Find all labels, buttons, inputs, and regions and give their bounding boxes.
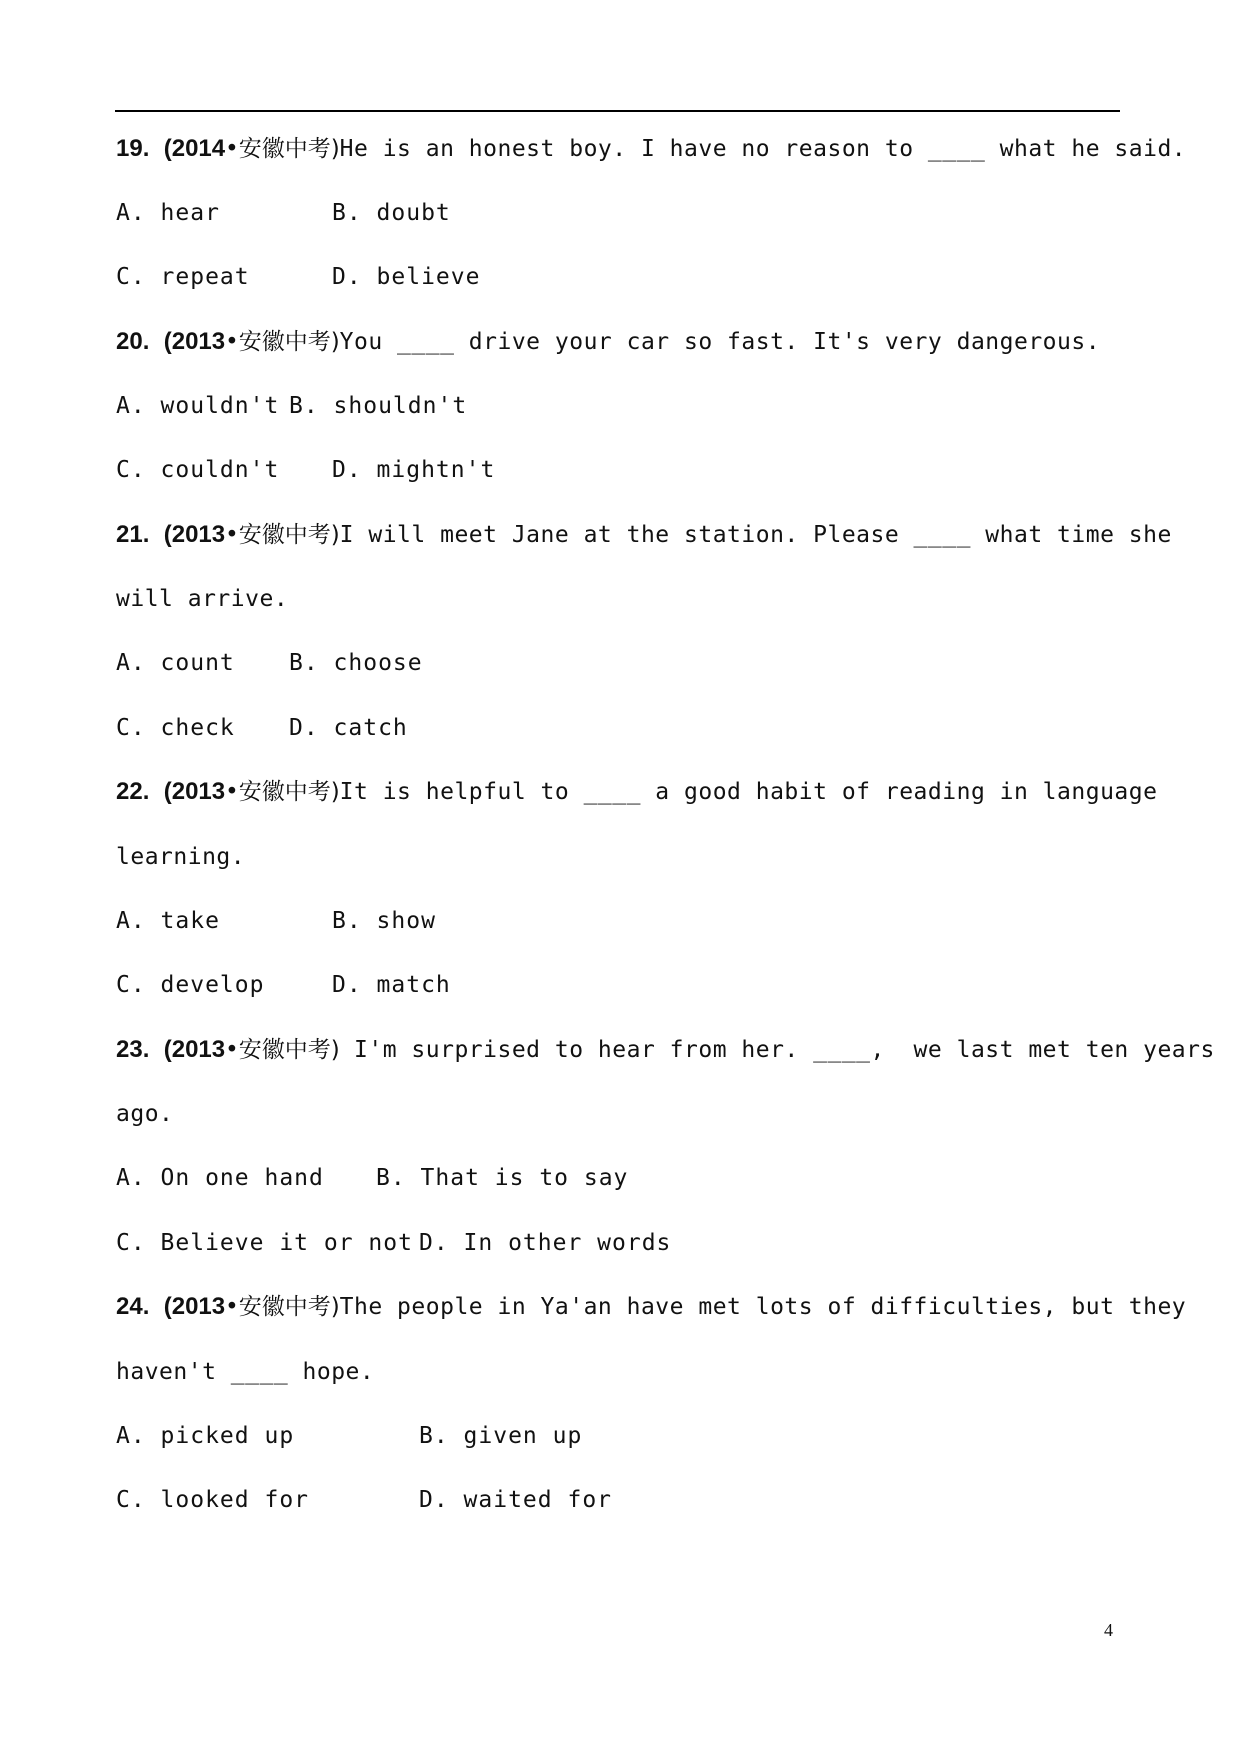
question-23-option-b[interactable]: B. That is to say <box>376 1165 629 1191</box>
question-21-option-d[interactable]: D. catch <box>289 715 408 741</box>
question-24-option-c[interactable]: C. looked for <box>116 1487 310 1513</box>
question-22-stem: 22. (2013•安徽中考)It is helpful to ____ a good habit of reading in language <box>116 778 1158 805</box>
question-24-stem: 24. (2013•安徽中考)The people in Ya'an have met lots of difficulties, but they <box>116 1293 1187 1320</box>
question-19-option-b[interactable]: B. doubt <box>332 200 451 226</box>
question-23-option-a[interactable]: A. On one hand <box>116 1165 324 1191</box>
question-19-stem: 19. (2014•安徽中考)He is an honest boy. I have no reason to ____ what he said. <box>116 135 1187 162</box>
question-21-option-c[interactable]: C. check <box>116 715 235 741</box>
question-19-option-a[interactable]: A. hear <box>116 200 220 226</box>
header-rule <box>115 110 1120 112</box>
question-22-option-b[interactable]: B. show <box>332 908 436 934</box>
question-20-stem: 20. (2013•安徽中考)You ____ drive your car so fast. It's very dangerous. <box>116 328 1101 355</box>
question-21-stem: 21. (2013•安徽中考)I will meet Jane at the station. Please ____ what time she <box>116 521 1172 548</box>
question-19-option-c[interactable]: C. repeat <box>116 264 250 290</box>
question-23-option-d[interactable]: D. In other words <box>419 1230 672 1256</box>
question-22-option-a[interactable]: A. take <box>116 908 220 934</box>
question-23-stem-cont: ago. <box>116 1101 174 1127</box>
question-22-option-c[interactable]: C. develop <box>116 972 265 998</box>
question-21-stem-cont: will arrive. <box>116 586 289 612</box>
question-24-stem-cont: haven't ____ hope. <box>116 1359 375 1385</box>
page-number: 4 <box>1104 1620 1113 1640</box>
question-21-option-b[interactable]: B. choose <box>289 650 423 676</box>
question-20-option-d[interactable]: D. mightn't <box>332 457 496 483</box>
question-23-stem: 23. (2013•安徽中考) I'm surprised to hear from her. ____, we last met ten years <box>116 1036 1215 1063</box>
question-20-option-b[interactable]: B. shouldn't <box>289 393 468 419</box>
question-24-option-a[interactable]: A. picked up <box>116 1423 295 1449</box>
question-23-option-c[interactable]: C. Believe it or not <box>116 1230 413 1256</box>
question-24-option-d[interactable]: D. waited for <box>419 1487 613 1513</box>
question-21-option-a[interactable]: A. count <box>116 650 235 676</box>
question-24-option-b[interactable]: B. given up <box>419 1423 583 1449</box>
question-22-stem-cont: learning. <box>116 844 246 870</box>
question-20-option-c[interactable]: C. couldn't <box>116 457 280 483</box>
question-19-option-d[interactable]: D. believe <box>332 264 481 290</box>
question-22-option-d[interactable]: D. match <box>332 972 451 998</box>
question-20-option-a[interactable]: A. wouldn't <box>116 393 280 419</box>
